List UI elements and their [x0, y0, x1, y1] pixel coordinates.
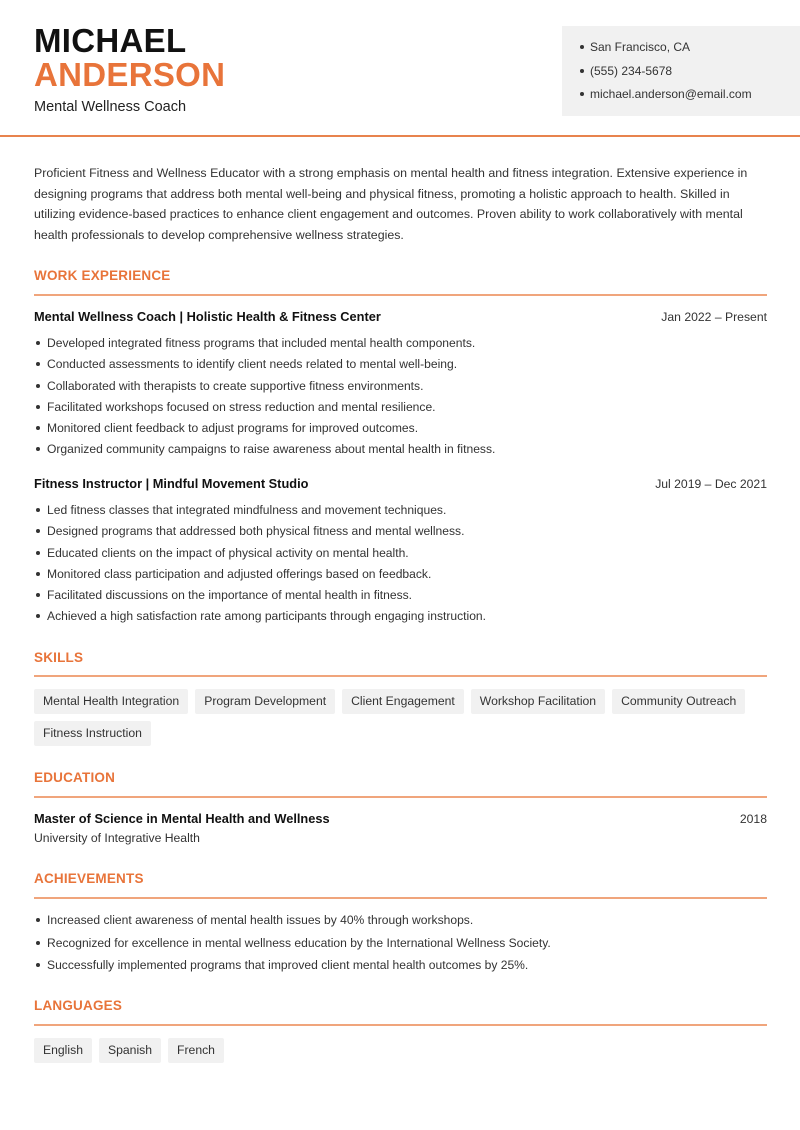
list-item: Achieved a high satisfaction rate among participants through engaging instruction.	[34, 608, 767, 629]
list-item: Facilitated discussions on the importance of mental health in fitness.	[34, 587, 767, 608]
education-year: 2018	[739, 812, 767, 826]
list-item: Collaborated with therapists to create supportive fitness environments.	[34, 378, 767, 399]
section-divider	[34, 675, 767, 677]
skills-list	[34, 689, 774, 753]
section-title-skills: SKILLS	[34, 650, 84, 665]
skill-chip: Community Outreach	[612, 689, 745, 714]
job-role: Mental Wellness Coach | Holistic Health & Fitness Center	[34, 309, 381, 324]
list-item: Recognized for excellence in mental wellness education by the International Wellness Society.	[34, 935, 767, 958]
list-item: Monitored class participation and adjusted offerings based on feedback.	[34, 566, 767, 587]
list-item: Developed integrated fitness programs that included mental health components.	[34, 335, 767, 356]
job-header	[34, 309, 767, 327]
section-divider	[34, 796, 767, 798]
first-name: MICHAEL	[34, 22, 187, 59]
contact-email[interactable]: michael.anderson@email.com	[580, 86, 800, 110]
list-item: Conducted assessments to identify client needs related to mental well-being.	[34, 356, 767, 377]
contact-location: San Francisco, CA	[580, 39, 800, 63]
job-dates: Jan 2022 – Present	[661, 310, 767, 324]
job-bullets	[34, 335, 767, 463]
summary-paragraph: Proficient Fitness and Wellness Educator with a strong emphasis on mental health and fitness integration. Extensive experience in designing programs that address both mental well-being and physical fitness, promoting a holistic approach to health. Skilled in utilizing evidence-based practices to enhance client engagement and outcomes. Proven ability to work collaboratively with mental health professionals to develop comprehensive wellness strategies.	[34, 166, 748, 242]
list-item: Organized community campaigns to raise awareness about mental health in fitness.	[34, 441, 767, 462]
list-item: Facilitated workshops focused on stress reduction and mental resilience.	[34, 399, 767, 420]
job-header	[34, 476, 767, 494]
job-dates: Jul 2019 – Dec 2021	[655, 477, 767, 491]
last-name: ANDERSON	[34, 56, 226, 93]
list-item: Led fitness classes that integrated mindfulness and movement techniques.	[34, 502, 767, 523]
list-item: Designed programs that addressed both physical fitness and mental wellness.	[34, 523, 767, 544]
section-divider	[34, 897, 767, 899]
job-bullets	[34, 502, 767, 630]
skill-chip: Program Development	[195, 689, 335, 714]
section-title-work: WORK EXPERIENCE	[34, 268, 171, 283]
skill-chip: Mental Health Integration	[34, 689, 188, 714]
list-item: Increased client awareness of mental health issues by 40% through workshops.	[34, 912, 767, 935]
languages-list	[34, 1038, 774, 1070]
language-chip: Spanish	[99, 1038, 161, 1063]
skill-chip: Fitness Instruction	[34, 721, 151, 746]
list-item: Monitored client feedback to adjust programs for improved outcomes.	[34, 420, 767, 441]
section-divider	[34, 1024, 767, 1026]
list-item: Educated clients on the impact of physical activity on mental health.	[34, 545, 767, 566]
job-title: Mental Wellness Coach	[34, 99, 187, 115]
section-title-education: EDUCATION	[34, 770, 116, 785]
language-chip: English	[34, 1038, 92, 1063]
contact-box	[562, 26, 800, 116]
skill-chip: Workshop Facilitation	[471, 689, 605, 714]
achievements-list	[34, 912, 767, 980]
section-title-languages: LANGUAGES	[34, 998, 123, 1013]
job-role: Fitness Instructor | Mindful Movement Studio	[34, 476, 309, 491]
skill-chip: Client Engagement	[342, 689, 464, 714]
section-title-achievements: ACHIEVEMENTS	[34, 871, 144, 886]
section-divider	[34, 294, 767, 296]
education-degree: Master of Science in Mental Health and Wellness	[34, 811, 330, 826]
language-chip: French	[168, 1038, 224, 1063]
contact-phone: (555) 234-5678	[580, 63, 800, 87]
resume-header	[0, 0, 800, 137]
list-item: Successfully implemented programs that improved client mental health outcomes by 25%.	[34, 957, 767, 980]
education-school: University of Integrative Health	[34, 831, 200, 845]
